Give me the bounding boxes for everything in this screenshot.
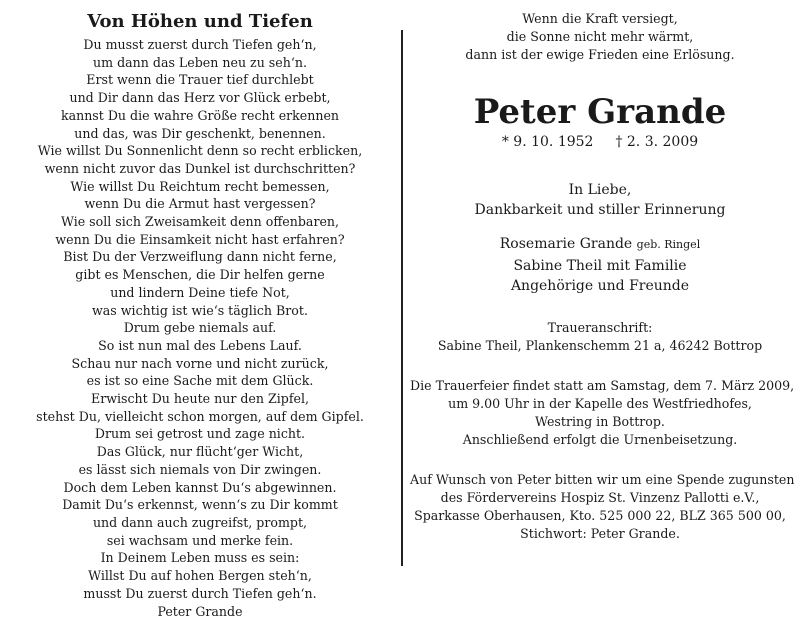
mourning-address [410,319,790,355]
poem-line: Wie willst Du Sonnenlicht denn so recht erblicken, [8,142,392,160]
poem-line: um dann das Leben neu zu seh‘n. [8,54,392,72]
poem-line: Drum sei getrost und zage nicht. [8,425,392,443]
poem-line: Wie soll sich Zweisamkeit denn offenbaren, [8,213,392,231]
poem-line: es lässt sich niemals von Dir zwingen. [8,461,392,479]
poem-line: und lindern Deine tiefe Not, [8,284,392,302]
maiden-name: geb. Ringel [637,238,701,251]
donation-line: des Fördervereins Hospiz St. Vinzenz Pallotti e.V., [410,489,790,507]
poem-body [8,36,392,620]
service-line: Die Trauerfeier findet statt am Samstag, dem 7. März 2009, [410,377,790,395]
poem-column [8,10,392,620]
mourner: Sabine Theil mit Familie [410,256,790,277]
poem-line: Erwischt Du heute nur den Zipfel, [8,390,392,408]
poem-line: sei wachsam und merke fein. [8,532,392,550]
birth-date: * 9. 10. 1952 [502,134,594,150]
mourner [410,234,790,256]
poem-line: Doch dem Leben kannst Du‘s abgewinnen. [8,479,392,497]
poem-line: Du musst zuerst durch Tiefen geh‘n, [8,36,392,54]
poem-line: Damit Du‘s erkennst, wenn‘s zu Dir kommt [8,496,392,514]
poem-line: gibt es Menschen, die Dir helfen gerne [8,266,392,284]
poem-line: Erst wenn die Trauer tief durchlebt [8,71,392,89]
quote-line: die Sonne nicht mehr wärmt, [410,28,790,46]
notice-column [410,10,790,543]
poem-line: Drum gebe niemals auf. [8,319,392,337]
poem-line: was wichtig ist wie‘s täglich Brot. [8,302,392,320]
service-line: Anschließend erfolgt die Urnenbeisetzung. [410,431,790,449]
column-divider [401,30,403,566]
poem-line: stehst Du, vielleicht schon morgen, auf dem Gipfel. [8,408,392,426]
poem-line: Das Glück, nur flücht‘ger Wicht, [8,443,392,461]
poem-line: und dann auch zugreifst, prompt, [8,514,392,532]
poem-line: kannst Du die wahre Größe recht erkennen [8,107,392,125]
mourner: Angehörige und Freunde [410,276,790,297]
quote-line: Wenn die Kraft versiegt, [410,10,790,28]
address-label: Traueranschrift: [410,319,790,337]
poem-line: wenn nicht zuvor das Dunkel ist durchschritten? [8,160,392,178]
poem-line: Wie willst Du Reichtum recht bemessen, [8,178,392,196]
funeral-service-info [410,377,790,449]
dedication-line: In Liebe, [410,180,790,200]
poem-line: musst Du zuerst durch Tiefen geh‘n. [8,585,392,603]
service-line: um 9.00 Uhr in der Kapelle des Westfriedhofes, [410,395,790,413]
poem-line: wenn Du die Armut hast vergessen? [8,195,392,213]
poem-title: Von Höhen und Tiefen [8,10,392,34]
death-date: † 2. 3. 2009 [615,134,698,150]
quote-line: dann ist der ewige Frieden eine Erlösung. [410,46,790,64]
poem-line: wenn Du die Einsamkeit nicht hast erfahren? [8,231,392,249]
poem-line: So ist nun mal des Lebens Lauf. [8,337,392,355]
poem-line: Willst Du auf hohen Bergen steh‘n, [8,567,392,585]
dedication-line: Dankbarkeit und stiller Erinnerung [410,200,790,220]
donation-line: Stichwort: Peter Grande. [410,525,790,543]
poem-line: und das, was Dir geschenkt, benennen. [8,125,392,143]
deceased-name: Peter Grande [410,92,790,132]
dedication [410,180,790,220]
poem-line: Schau nur nach vorne und nicht zurück, [8,355,392,373]
donation-line: Auf Wunsch von Peter bitten wir um eine Spende zugunsten [410,471,790,489]
poem-author: Peter Grande [8,603,392,620]
mourners-list [410,234,790,297]
poem-line: es ist so eine Sache mit dem Glück. [8,372,392,390]
service-line: Westring in Bottrop. [410,413,790,431]
poem-line: In Deinem Leben muss es sein: [8,549,392,567]
quote-block [410,10,790,64]
donation-line: Sparkasse Oberhausen, Kto. 525 000 22, BLZ 365 500 00, [410,507,790,525]
address-line: Sabine Theil, Plankenschemm 21 a, 46242 Bottrop [410,337,790,355]
mourner-name: Rosemarie Grande [500,236,632,252]
poem-line: und Dir dann das Herz vor Glück erbebt, [8,89,392,107]
life-dates [410,132,790,152]
donation-info [410,471,790,543]
poem-line: Bist Du der Verzweiflung dann nicht ferne, [8,248,392,266]
